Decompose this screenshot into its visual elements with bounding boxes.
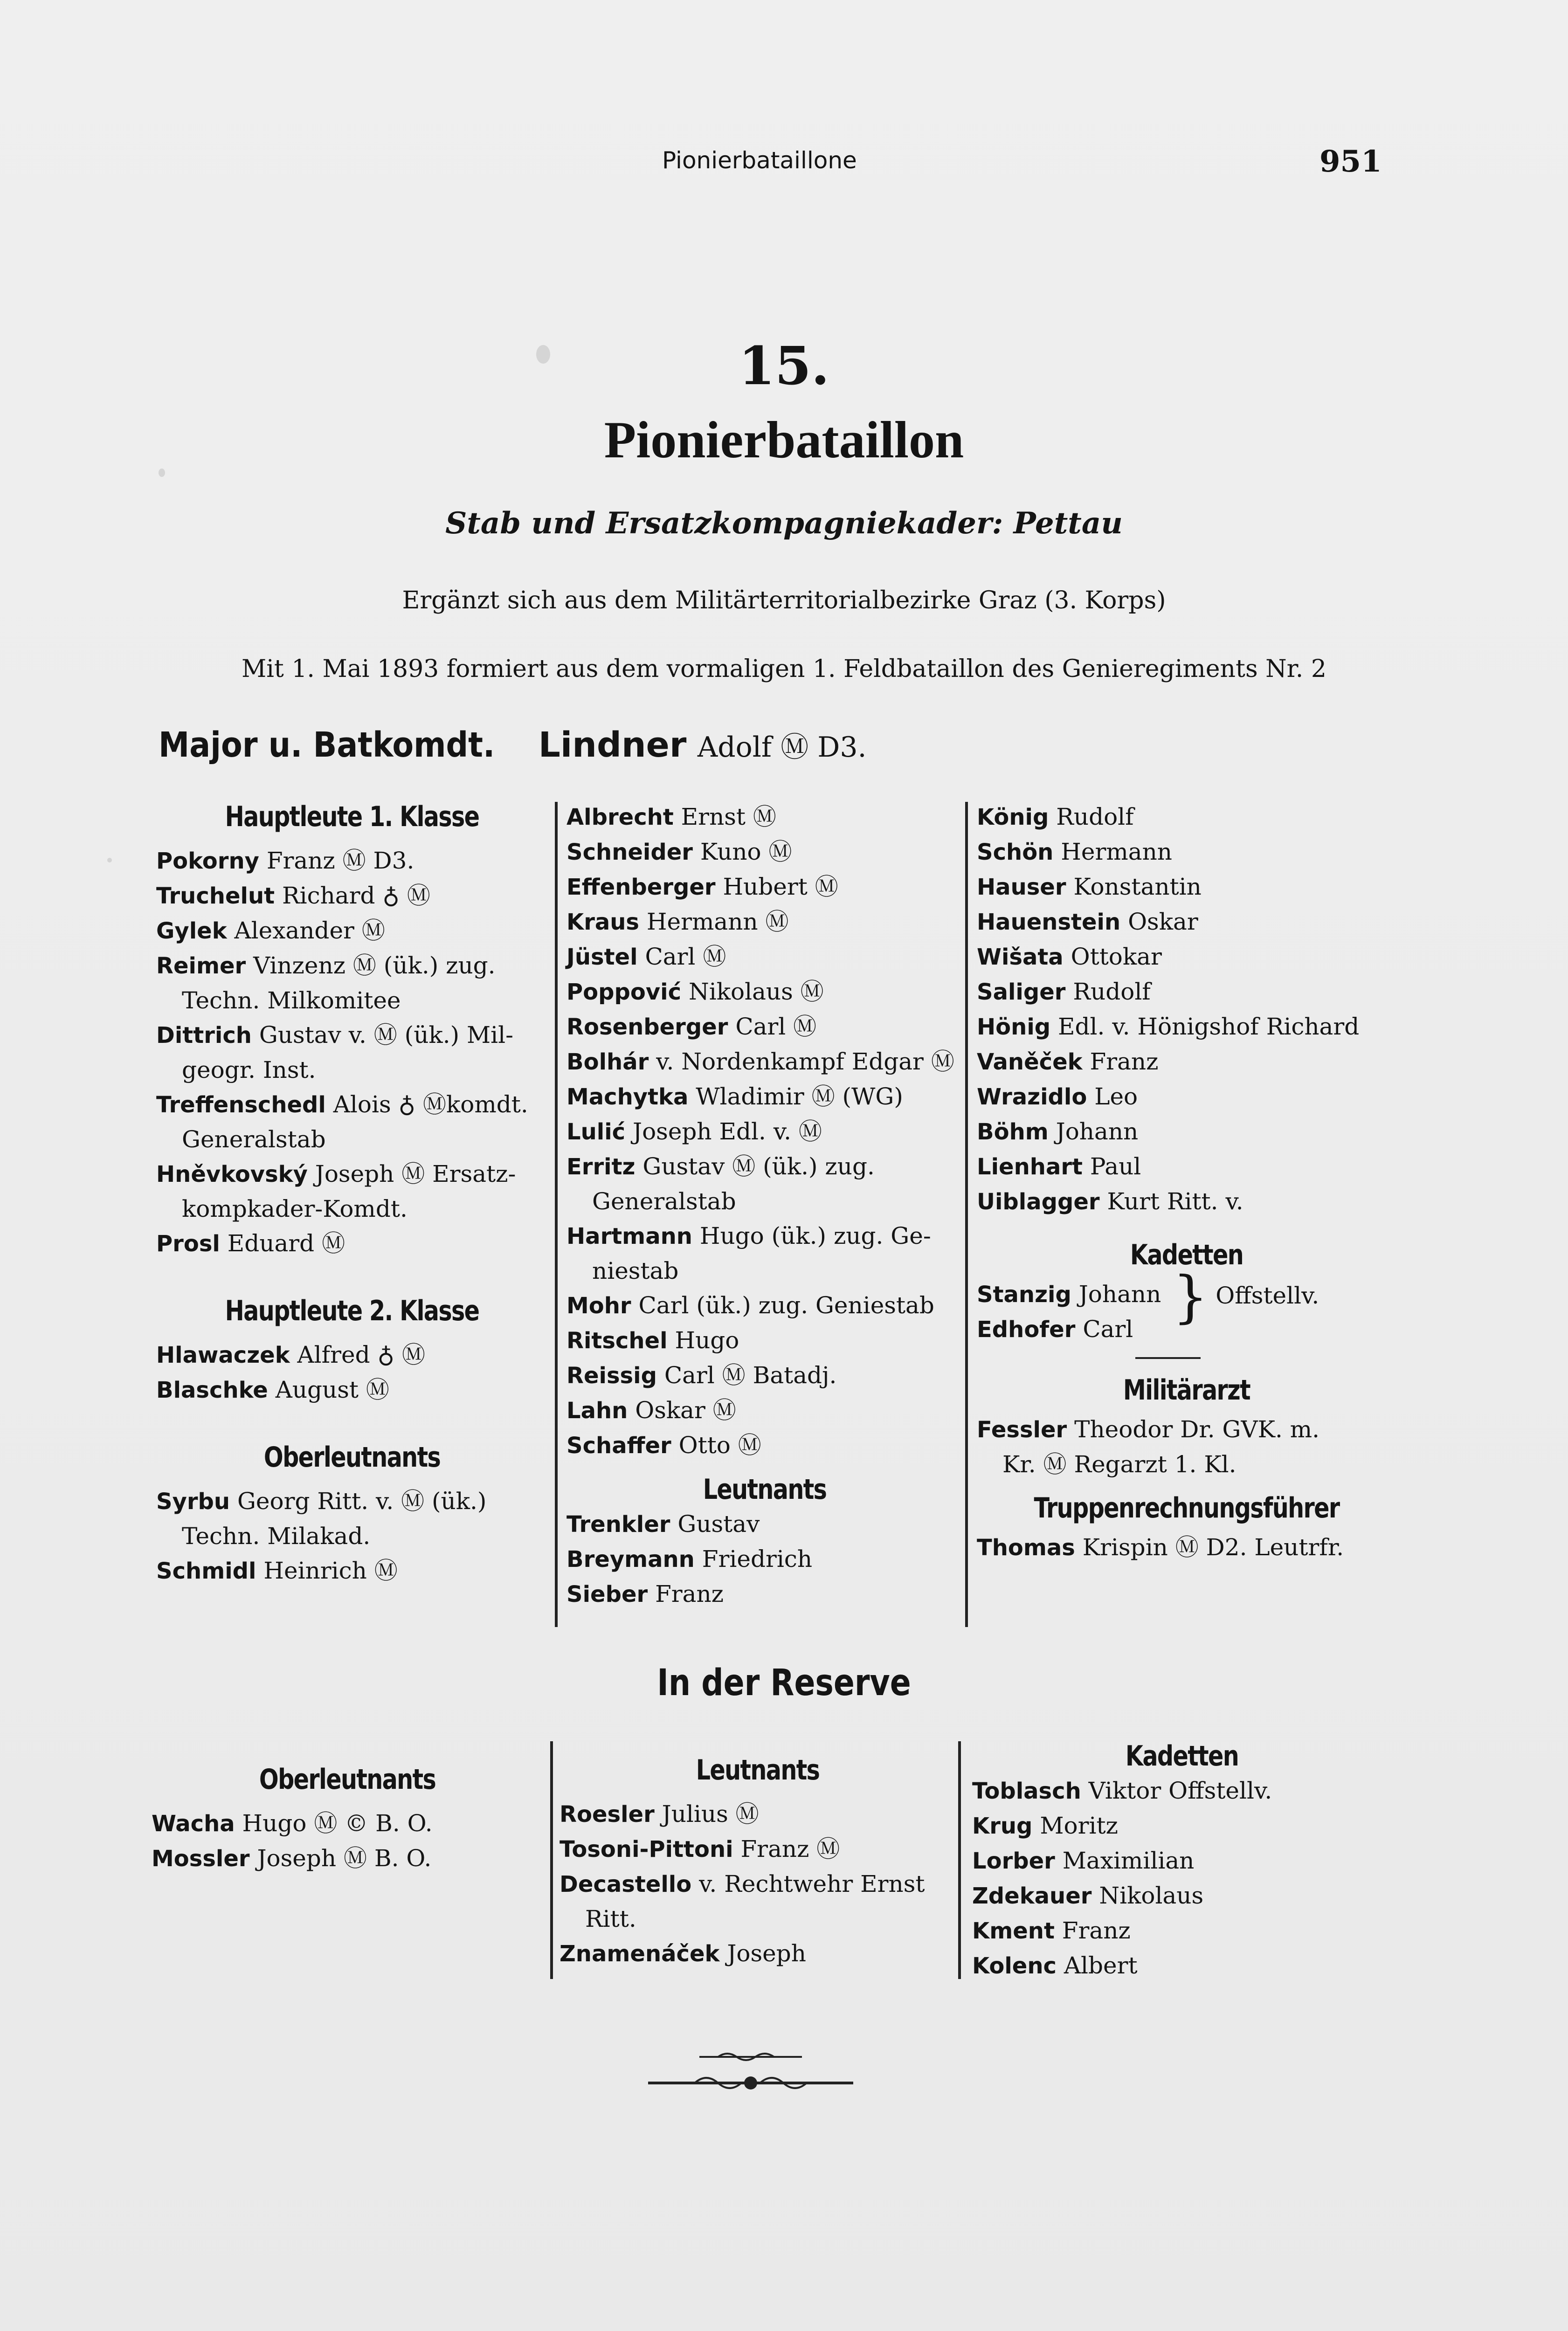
list-item: Sieber Franz: [566, 1580, 724, 1607]
heading-reserve-leutnants: Leutnants: [696, 1754, 820, 1786]
list-item: Schneider Kuno Ⓜ: [566, 838, 792, 865]
commander-rank: Major u. Batkomdt.: [159, 725, 495, 765]
list-item: König Rudolf: [977, 803, 1134, 830]
heading-truppenrechnungsfuehrer: Truppenrechnungsführer: [1034, 1492, 1340, 1524]
section-note-formation: Mit 1. Mai 1893 formiert aus dem vormaligen 1. Feldbataillon des Genieregiments Nr. 2: [242, 655, 1326, 683]
list-item: Fessler Theodor Dr. GVK. m.: [977, 1416, 1320, 1443]
list-item: Trenkler Gustav: [566, 1510, 760, 1538]
reserve-column-3: [972, 1739, 1392, 1983]
heading-leutnants: Leutnants: [703, 1473, 827, 1506]
list-item: Prosl Eduard Ⓜ: [156, 1230, 345, 1257]
heading-militaerarzt: Militärarzt: [1123, 1374, 1250, 1407]
list-item: Wišata Ottokar: [977, 943, 1162, 970]
list-item: Mossler Joseph Ⓜ B. O.: [152, 1845, 432, 1872]
end-ornament-icon: [648, 2047, 853, 2098]
list-item: Reimer Vinzenz Ⓜ (ük.) zug.: [156, 952, 496, 979]
list-item: Effenberger Hubert Ⓜ: [566, 873, 838, 900]
list-item: Saliger Rudolf: [977, 978, 1151, 1005]
list-item: Schaffer Otto Ⓜ: [566, 1432, 761, 1459]
list-item: Wrazidlo Leo: [977, 1083, 1138, 1110]
list-item: Schmidl Heinrich Ⓜ: [156, 1557, 398, 1584]
list-item: Znamenáček Joseph: [560, 1940, 806, 1967]
list-item: Mohr Carl (ük.) zug. Geniestab: [566, 1292, 934, 1319]
column-divider-right: [965, 802, 968, 1627]
list-item: Hlawaczek Alfred ♁ Ⓜ: [156, 1341, 425, 1368]
heading-oberleutnants: Oberleutnants: [263, 1441, 441, 1474]
list-item: Treffenschedl Alois ♁ Ⓜkomdt.: [156, 1091, 528, 1118]
heading-hauptleute-2: Hauptleute 2. Klasse: [225, 1295, 479, 1327]
list-item: Kolenc Albert: [972, 1952, 1138, 1979]
list-item: Uiblagger Kurt Ritt. v.: [977, 1188, 1243, 1215]
commander-rest: Adolf Ⓜ D3.: [697, 731, 867, 764]
column-divider-left: [555, 802, 558, 1627]
list-item-continuation: niestab: [592, 1257, 679, 1284]
list-item: Decastello v. Rechtwehr Ernst: [560, 1870, 925, 1897]
list-item: Machytka Wladimir Ⓜ (WG): [566, 1083, 903, 1110]
list-item: Thomas Krispin Ⓜ D2. Leutrfr.: [977, 1534, 1344, 1561]
list-item: Hauser Konstantin: [977, 873, 1202, 900]
heading-kadetten: Kadetten: [1130, 1239, 1243, 1271]
list-item: Roesler Julius Ⓜ: [560, 1800, 759, 1828]
section-number: 15.: [739, 336, 829, 397]
offstellv-brace: } Offstellv.: [1173, 1265, 1319, 1330]
reserve-divider-left: [550, 1741, 553, 1979]
list-item: Ritschel Hugo: [566, 1327, 739, 1354]
list-item: Lorber Maximilian: [972, 1847, 1195, 1874]
list-item: Kment Franz: [972, 1917, 1131, 1944]
commander-surname: Lindner: [538, 725, 687, 765]
list-item: Lahn Oskar Ⓜ: [566, 1397, 736, 1424]
list-item: Blaschke August Ⓜ: [156, 1376, 389, 1403]
list-item: Stanzig Johann: [977, 1281, 1161, 1308]
list-item: Jüstel Carl Ⓜ: [566, 943, 726, 970]
list-item-continuation: Techn. Milkomitee: [182, 987, 401, 1014]
column-2: [566, 800, 963, 1612]
column-3: [977, 800, 1396, 1565]
scan-speck: [159, 469, 165, 477]
offstellv-label: Offstellv.: [1216, 1282, 1319, 1309]
list-item: Tosoni-Pittoni Franz Ⓜ: [560, 1835, 840, 1862]
reserve-divider-right: [958, 1741, 961, 1979]
list-item-continuation: Techn. Milakad.: [182, 1523, 371, 1550]
list-item: Edhofer Carl: [977, 1316, 1133, 1343]
list-item: Dittrich Gustav v. Ⓜ (ük.) Mil-: [156, 1021, 514, 1048]
list-item: Kraus Hermann Ⓜ: [566, 908, 789, 935]
heading-hauptleute-1: Hauptleute 1. Klasse: [225, 800, 479, 833]
scan-speck: [107, 858, 112, 862]
list-item-continuation: Generalstab: [592, 1188, 736, 1215]
heading-reserve-kadetten: Kadetten: [1125, 1740, 1239, 1772]
list-item: Toblasch Viktor Offstellv.: [972, 1777, 1272, 1804]
list-item-continuation: geogr. Inst.: [182, 1056, 316, 1083]
list-item: Krug Moritz: [972, 1812, 1118, 1839]
list-item: Wacha Hugo Ⓜ © B. O.: [152, 1810, 433, 1837]
list-item: Hněvkovský Joseph Ⓜ Ersatz-: [156, 1160, 516, 1187]
heading-reserve-oberleutnants: Oberleutnants: [259, 1763, 436, 1796]
list-item: Erritz Gustav Ⓜ (ük.) zug.: [566, 1153, 875, 1180]
running-head: [0, 144, 1568, 184]
page-number: 951: [1319, 144, 1382, 179]
list-item-continuation: Ritt.: [585, 1905, 636, 1932]
list-item: Schön Hermann: [977, 838, 1172, 865]
kadetten-group: [977, 1265, 1396, 1347]
list-item: Rosenberger Carl Ⓜ: [566, 1013, 817, 1040]
list-item: Hönig Edl. v. Hönigshof Richard: [977, 1013, 1360, 1040]
list-item: Breymann Friedrich: [566, 1545, 813, 1572]
list-item: Hartmann Hugo (ük.) zug. Ge-: [566, 1222, 931, 1249]
reserve-heading: In der Reserve: [657, 1662, 911, 1704]
list-item: Gylek Alexander Ⓜ: [156, 917, 385, 944]
list-item: Hauenstein Oskar: [977, 908, 1198, 935]
list-item: Albrecht Ernst Ⓜ: [566, 803, 776, 830]
list-item: Lulić Joseph Edl. v. Ⓜ: [566, 1118, 822, 1145]
list-item-continuation: kompkader-Komdt.: [182, 1195, 408, 1222]
list-item: Reissig Carl Ⓜ Batadj.: [566, 1362, 837, 1389]
running-head-title: Pionierbataillone: [662, 147, 857, 174]
scan-speck: [536, 345, 550, 364]
list-item: Truchelut Richard ♁ Ⓜ: [156, 882, 430, 909]
column-1: [156, 800, 548, 1588]
list-item: Poppović Nikolaus Ⓜ: [566, 978, 824, 1005]
list-item: Böhm Johann: [977, 1118, 1139, 1145]
reserve-column-1: [152, 1762, 543, 1876]
list-item: Lienhart Paul: [977, 1153, 1141, 1180]
list-item-continuation: Kr. Ⓜ Regarzt 1. Kl.: [1002, 1451, 1236, 1478]
section-subtitle: Stab und Ersatzkompagniekader: Pettau: [445, 506, 1123, 541]
list-item: Pokorny Franz Ⓜ D3.: [156, 847, 414, 874]
list-item: Vaněček Franz: [977, 1048, 1159, 1075]
list-item: Syrbu Georg Ritt. v. Ⓜ (ük.): [156, 1488, 487, 1515]
section-note-recruitment: Ergänzt sich aus dem Militärterritorialbezirke Graz (3. Korps): [402, 586, 1166, 614]
list-item: Zdekauer Nikolaus: [972, 1882, 1204, 1909]
commander-line: [159, 725, 867, 765]
divider-short: [1135, 1357, 1201, 1359]
section-title: Pionierbataillon: [604, 411, 964, 469]
list-item-continuation: Generalstab: [182, 1126, 326, 1153]
reserve-column-2: [560, 1753, 956, 1971]
list-item: Bolhár v. Nordenkampf Edgar Ⓜ: [566, 1048, 954, 1075]
